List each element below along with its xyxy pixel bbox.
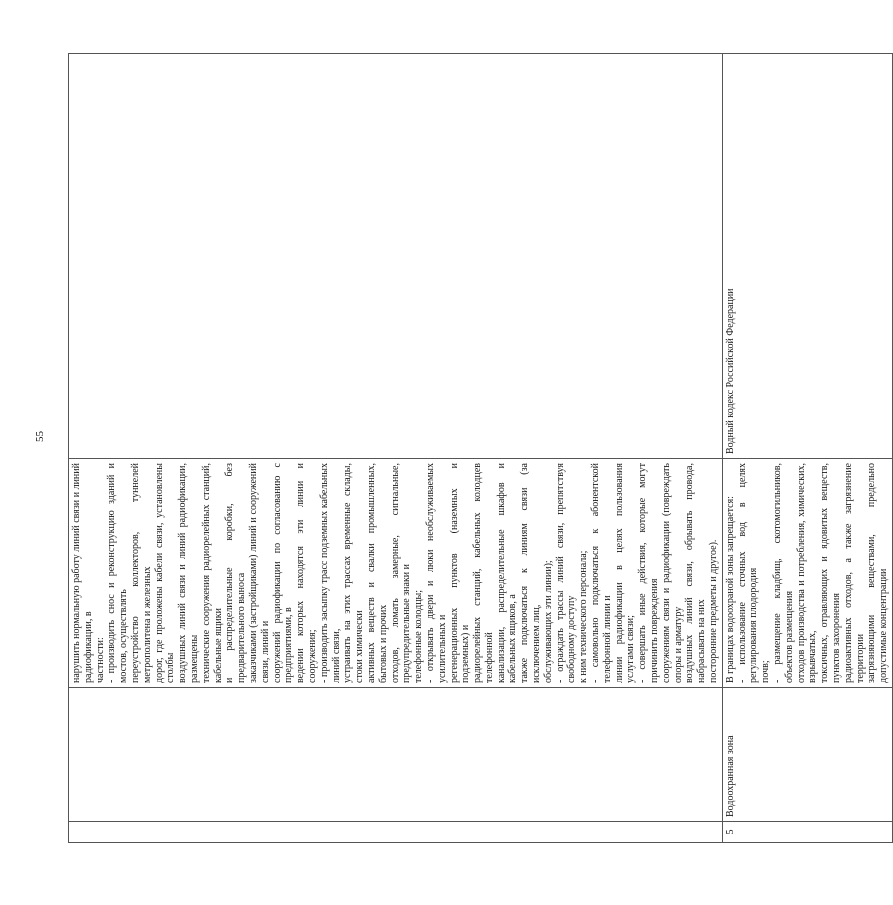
restriction-line: ведении которых находятся эти линии и сооружения; xyxy=(295,463,318,683)
rotated-page-content xyxy=(68,53,890,843)
restriction-line: В границах водоохраной зоны запрещается: xyxy=(724,496,736,683)
restriction-line: телефонные колодцы; xyxy=(413,589,425,683)
restriction-line: посторонние предметы и другое). xyxy=(708,539,720,683)
restriction-line: загрязняющими веществами, предельно допустимые концентрации xyxy=(866,463,890,683)
restriction-line: нарушить нормальную работу линий связи и линий радиофикации, в xyxy=(71,463,94,683)
zone-name-cell: Водоохранная зона xyxy=(722,688,892,822)
restriction-line: - производить засыпку трасс подземных кабельных линий связи, xyxy=(318,463,342,683)
restriction-line: токсичных, отравляющих и ядовитых веществ, пунктов захоронения xyxy=(819,463,842,683)
restriction-line: к ним технического персонала; xyxy=(578,550,590,683)
restriction-line: переустройство коллекторов, туннелей метрополитена и железных xyxy=(129,463,153,683)
restriction-line: регенерационных пунктов (наземных и подземных) и xyxy=(448,463,472,683)
zone-name-cell xyxy=(69,688,723,822)
restriction-line: радиорелейных станций, кабельных колодцев телефонной xyxy=(472,463,495,683)
restriction-line: - совершать иные действия, которые могут причинить повреждения xyxy=(637,463,661,683)
restriction-line: - ограждать трассы линий связи, препятствуя свободному доступу xyxy=(554,463,578,683)
restriction-line: частности: xyxy=(94,637,106,683)
restriction-line: и распределительные коробки, без предварительного выноса xyxy=(224,463,248,683)
table-row xyxy=(722,54,892,843)
row-number-cell: 5 xyxy=(722,822,892,843)
restriction-line: воздушных линий связи, обрывать провода, набрасывать на них xyxy=(684,463,708,683)
restriction-line: канализации, распределительные шкафов и кабельных ящиков, а xyxy=(495,463,519,683)
restriction-line: отходов производства и потребления, химических, взрывчатых, xyxy=(795,463,819,683)
legal-basis-cell xyxy=(69,54,723,459)
restriction-line: технические сооружения радиорелейных станций, кабельные ящики xyxy=(200,463,224,683)
restriction-line: радиоактивных отходов, а также загрязнение территории xyxy=(842,463,866,683)
restriction-line: активных веществ и свалки промышленных, бытовых и прочих xyxy=(365,463,389,683)
restriction-line: сооружениям связи и радиофикации (повреждать опоры и арматуру xyxy=(660,463,684,683)
table-row xyxy=(69,54,723,843)
restriction-line: обслуживающих эти линии); xyxy=(542,560,554,683)
restriction-line: заказчиками (застройщиками) линий и сооружений связи, линий и xyxy=(247,463,271,683)
restrictions-cell xyxy=(69,459,723,688)
restriction-line: линии радиофикации в целях пользования услугами связи; xyxy=(613,463,637,683)
page-number: 55 xyxy=(34,431,46,442)
restriction-line: - производить снос и реконструкцию зданий и мостов, осуществлять xyxy=(106,463,130,683)
row-number-cell xyxy=(69,822,723,843)
restriction-line: также подключаться к линиям связи (за исключением лиц, xyxy=(519,463,543,683)
restriction-line: воздушных линий связи и линий радиофикации, размещены xyxy=(177,463,200,683)
restriction-line: - открывать двери и люки необслуживаемых усилительных и xyxy=(424,463,448,683)
restriction-line: почв; xyxy=(760,660,772,683)
restriction-line: устраивать на этих трассах временные склады, стоки химически xyxy=(342,463,366,683)
restrictions-cell xyxy=(722,459,892,688)
restriction-line: - использование сточных вод в целях регулирования плодородия xyxy=(736,463,760,683)
restrictions-table xyxy=(68,53,893,843)
restriction-line: сооружений радиофикации по согласованию с предприятиями, в xyxy=(271,463,295,683)
legal-basis-cell: Водный кодекс Российской Федерации xyxy=(722,54,892,459)
restriction-line: дорог, где проложены кабели связи, установлены столбы xyxy=(153,463,177,683)
restriction-line: отходов, ломать замерные, сигнальные, предупредительные знаки и xyxy=(389,463,413,683)
restriction-line: - самовольно подключаться к абонентской телефонной линии и xyxy=(590,463,613,683)
restriction-line: - размещение кладбищ, скотомогильников, объектов размещения xyxy=(772,463,795,683)
